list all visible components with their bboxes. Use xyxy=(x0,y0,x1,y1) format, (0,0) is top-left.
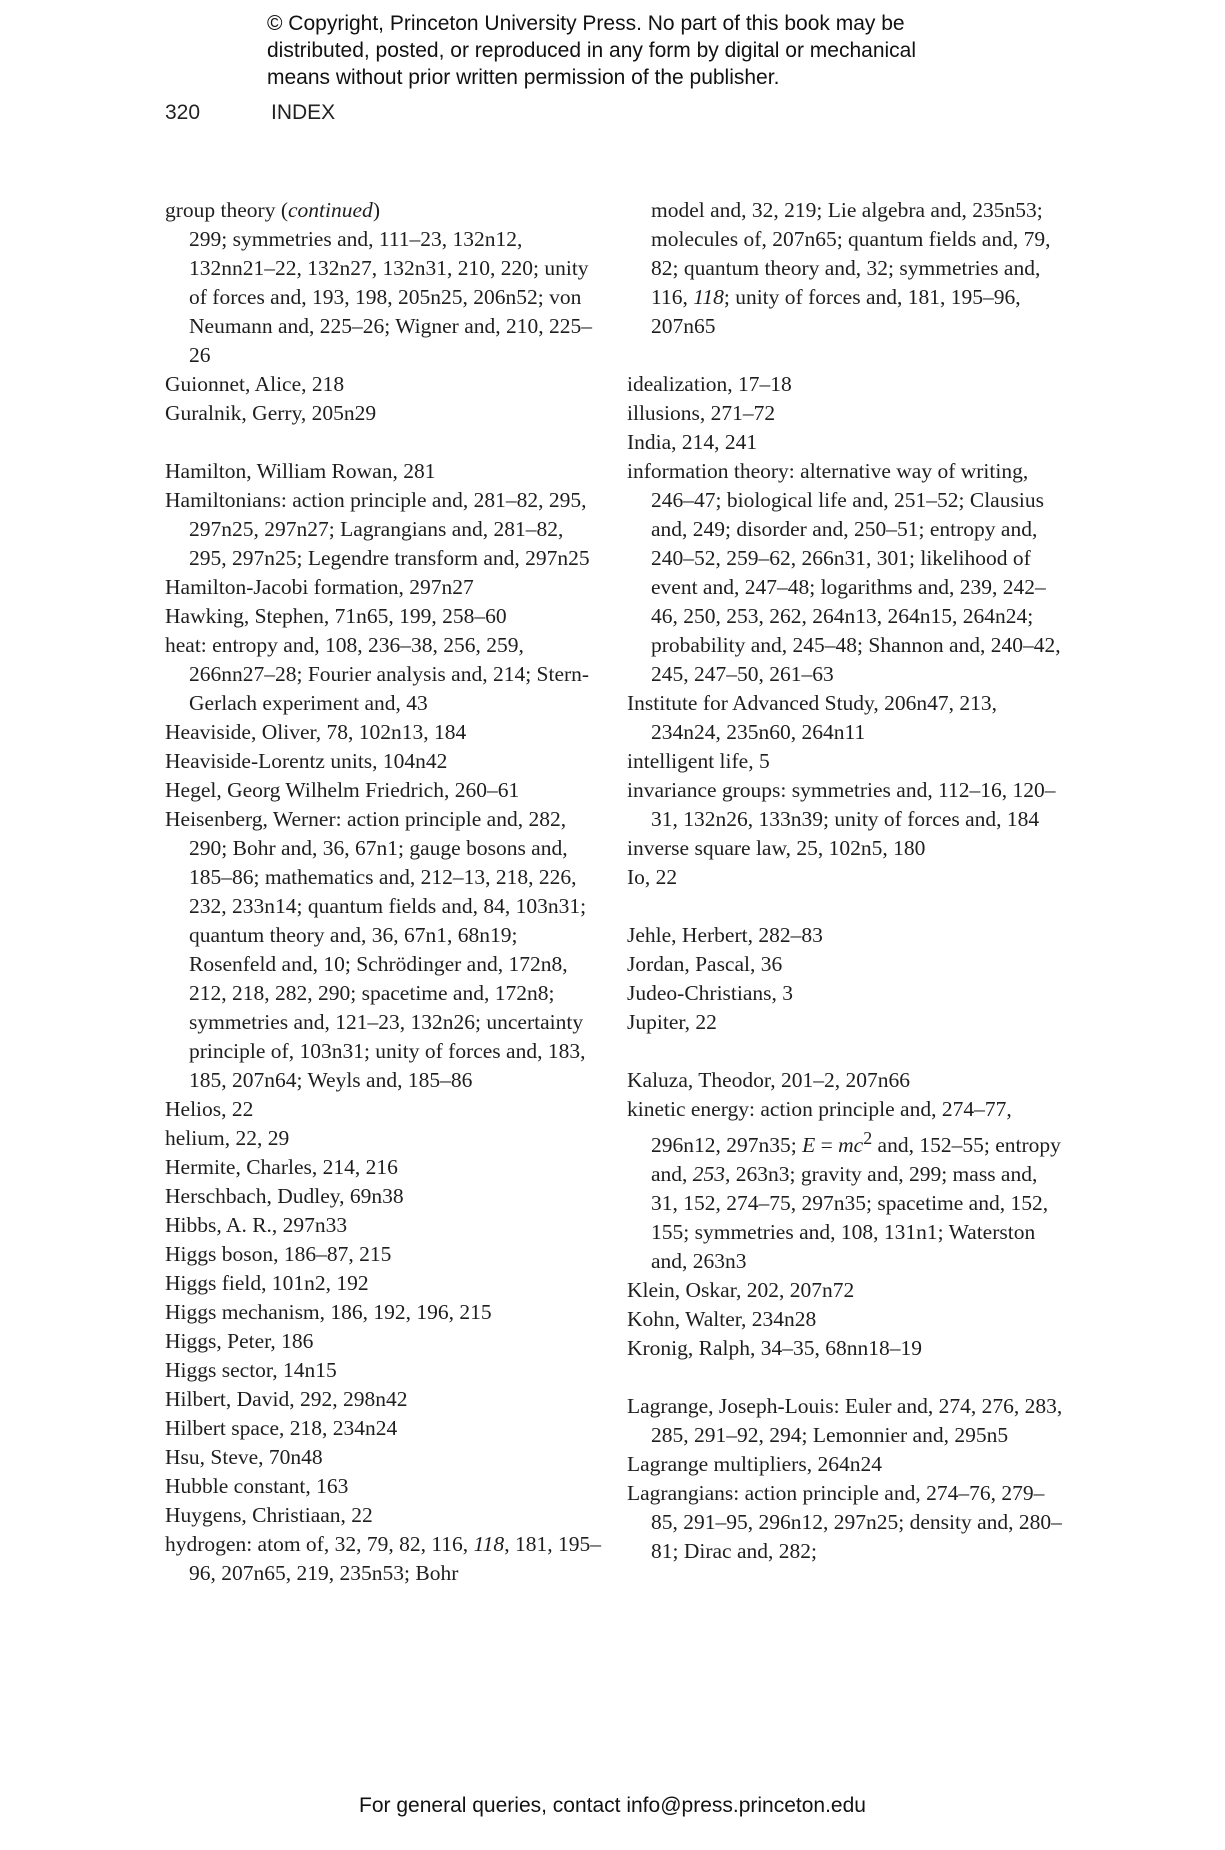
footer-contact: For general queries, contact info@press.princeton.edu xyxy=(359,1794,866,1817)
section-gap xyxy=(627,341,1067,370)
index-entry: Hermite, Charles, 214, 216 xyxy=(165,1155,398,1179)
index-entry: intelligent life, 5 xyxy=(627,749,770,773)
index-entry: Hamiltonians: action principle and, 281–82, 295, 297n25, 297n27; Lagrangians and, 281–82, 295, 297n25; Legendre transform and, 297n25 xyxy=(165,488,590,570)
index-entry: Higgs sector, 14n15 xyxy=(165,1358,337,1382)
index-entry: Io, 22 xyxy=(627,865,678,889)
index-entry: invariance groups: symmetries and, 112–16, 120–31, 132n26, 133n39; unity of forces and, 184 xyxy=(627,778,1056,831)
index-entry: illusions, 271–72 xyxy=(627,401,776,425)
index-entry: Institute for Advanced Study, 206n47, 213, 234n24, 235n60, 264n11 xyxy=(627,691,998,744)
section-gap xyxy=(165,428,605,457)
index-entry: Hamilton-Jacobi formation, 297n27 xyxy=(165,575,474,599)
index-entry-continuation: 299; symmetries and, 111–23, 132n12, 132nn21–22, 132n27, 132n31, 210, 220; unity of forces and, 193, 198, 205n25, 206n52; von Neumann and, 225–26; Wigner and, 210, 225–26 xyxy=(189,227,592,367)
index-entry: helium, 22, 29 xyxy=(165,1126,290,1150)
copyright-notice xyxy=(267,10,1027,91)
running-head-title: INDEX xyxy=(271,101,336,124)
index-entry: Herschbach, Dudley, 69n38 xyxy=(165,1184,404,1208)
index-entry: Judeo-Christians, 3 xyxy=(627,981,794,1005)
index-entry: Lagrange multipliers, 264n24 xyxy=(627,1452,882,1477)
index-entry: Heaviside, Oliver, 78, 102n13, 184 xyxy=(165,720,467,744)
index-entry: Hamilton, William Rowan, 281 xyxy=(165,459,436,483)
index-entry: Kaluza, Theodor, 201–2, 207n66 xyxy=(627,1068,910,1092)
index-entry: Higgs field, 101n2, 192 xyxy=(165,1271,369,1295)
index-entry: Hilbert space, 218, 234n24 xyxy=(165,1416,398,1440)
index-entry: Hawking, Stephen, 71n65, 199, 258–60 xyxy=(165,604,507,628)
index-entry: heat: entropy and, 108, 236–38, 256, 259, 266nn27–28; Fourier analysis and, 214; Stern-Gerlach experiment and, 43 xyxy=(165,633,590,715)
section-gap xyxy=(627,1037,1067,1066)
index-column-right xyxy=(627,196,1067,1566)
index-entry: Huygens, Christiaan, 22 xyxy=(165,1503,373,1527)
index-entry: Klein, Oskar, 202, 207n72 xyxy=(627,1278,855,1303)
index-entry: Kohn, Walter, 234n28 xyxy=(627,1307,817,1332)
section-gap xyxy=(627,892,1067,921)
index-entry: Lagrangians: action principle and, 274–76, 279–85, 291–95, 296n12, 297n25; density and, 280–81; Dirac and, 282; xyxy=(627,1481,1062,1564)
copyright-line: means without prior written permission of the publisher. xyxy=(267,66,780,89)
index-entry: India, 214, 241 xyxy=(627,430,758,454)
index-entry: information theory: alternative way of writing, 246–47; biological life and, 251–52; Clausius and, 249; disorder and, 250–51; entropy and, 240–52, 259–62, 266n31, 301; likelihood of event and, 247–48; logarithms and, 239, 242–46, 250, 253, 262, 264n13, 264n15, 264n24; probability and, 245–48; Shannon and, 240–42, 245, 247–50, 261–63 xyxy=(627,459,1061,686)
index-entry: Helios, 22 xyxy=(165,1097,254,1121)
index-entry: Jehle, Herbert, 282–83 xyxy=(627,923,823,947)
index-entry: Heisenberg, Werner: action principle and, 282, 290; Bohr and, 36, 67n1; gauge bosons and, 185–86; mathematics and, 212–13, 218, 226, 232, 233n14; quantum fields and, 84, 103n31; quantum theory and, 36, 67n1, 68n19; Rosenfeld and, 10; Schrödinger and, 172n8, 212, 218, 282, 290; spacetime and, 172n8; symmetries and, 121–23, 132n26; uncertainty principle of, 103n31; unity of forces and, 183, 185, 207n64; Weyls and, 185–86 xyxy=(165,807,587,1092)
index-entry: Guionnet, Alice, 218 xyxy=(165,372,345,396)
index-entry: Hilbert, David, 292, 298n42 xyxy=(165,1387,408,1411)
index-entry: Heaviside-Lorentz units, 104n42 xyxy=(165,749,448,773)
index-entry: Jordan, Pascal, 36 xyxy=(627,952,783,976)
index-entry: Hubble constant, 163 xyxy=(165,1474,349,1498)
index-entry-continuation: model and, 32, 219; Lie algebra and, 235n53; molecules of, 207n65; quantum fields and, 79, 82; quantum theory and, 32; symmetries and, 116, 118; unity of forces and, 181, 195–96, 207n65 xyxy=(651,198,1051,338)
copyright-line: © Copyright, Princeton University Press. No part of this book may be xyxy=(267,12,905,35)
index-entry: Higgs, Peter, 186 xyxy=(165,1329,314,1353)
index-entry: Higgs boson, 186–87, 215 xyxy=(165,1242,392,1266)
index-entry: Higgs mechanism, 186, 192, 196, 215 xyxy=(165,1300,492,1324)
index-entry: hydrogen: atom of, 32, 79, 82, 116, 118, 181, 195–96, 207n65, 219, 235n53; Bohr xyxy=(165,1532,601,1585)
index-entry: Guralnik, Gerry, 205n29 xyxy=(165,401,377,425)
index-column-left xyxy=(165,196,605,1588)
index-entry: Lagrange, Joseph-Louis: Euler and, 274, 276, 283, 285, 291–92, 294; Lemonnier and, 295n5 xyxy=(627,1394,1063,1448)
index-entry: kinetic energy: action principle and, 274–77, 296n12, 297n35; $E = mc^2$ and, 152–55; entropy and, 253, 263n3; gravity and, 299; mass and, 31, 152, 274–75, 297n35; spacetime and, 152, 155; symmetries and, 108, 131n1; Waterston and, 263n3 xyxy=(627,1097,1061,1274)
copyright-line: distributed, posted, or reproduced in any form by digital or mechanical xyxy=(267,39,917,62)
index-entry: group theory (continued) xyxy=(165,198,380,222)
page-number: 320 xyxy=(165,101,201,124)
section-gap xyxy=(627,1363,1067,1392)
index-entry: Hsu, Steve, 70n48 xyxy=(165,1445,323,1469)
index-entry: inverse square law, 25, 102n5, 180 xyxy=(627,836,926,860)
index-entry: Jupiter, 22 xyxy=(627,1010,717,1034)
index-entry: idealization, 17–18 xyxy=(627,372,792,396)
index-entry: Hegel, Georg Wilhelm Friedrich, 260–61 xyxy=(165,778,520,802)
index-entry: Kronig, Ralph, 34–35, 68nn18–19 xyxy=(627,1336,923,1361)
index-entry: Hibbs, A. R., 297n33 xyxy=(165,1213,348,1237)
